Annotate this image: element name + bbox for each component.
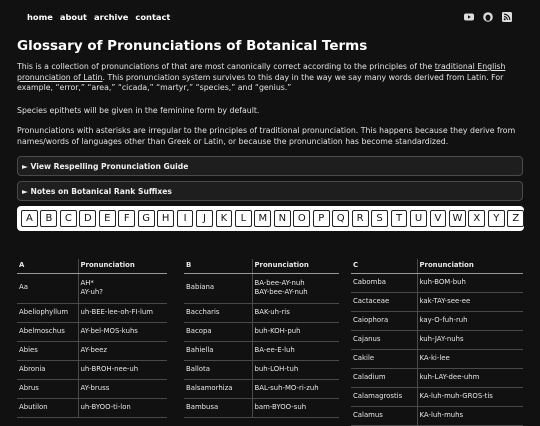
letter-d-button[interactable]: D [79,210,96,227]
term-cell: Ballota [184,360,252,379]
table-row [351,406,523,425]
letter-o-button[interactable]: O [293,210,310,227]
alphabet-index [17,206,524,231]
term-cell: Abronia [17,360,78,379]
respelling-guide-toggle[interactable]: ► View Respelling Pronunciation Guide [17,156,523,176]
term-cell: Aa [17,273,78,303]
glossary-table-c [351,259,523,426]
pronunciation-cell: AY-beez [78,341,167,360]
pronunciation-cell: KA-ki-lee [417,349,523,368]
page-title: Glossary of Pronunciations of Botanical Terms [17,38,368,54]
table-row [184,322,339,341]
pronunciation-cell: buh-KOH-puh [252,322,339,341]
term-cell: Balsamorhiza [184,379,252,398]
letter-a-button[interactable]: A [21,210,38,227]
pronunciation-cell: BA-bee-AY-nuh BAY-bee-AY-nuh [252,273,339,303]
table-row [184,341,339,360]
pronunciation-cell: BAK-uh-ris [252,303,339,322]
table-row [184,303,339,322]
letter-c-button[interactable]: C [60,210,77,227]
table-row [17,303,167,322]
table-row [17,398,167,417]
pronunciation-cell: buh-LOH-tuh [252,360,339,379]
glossary-table-a [17,259,167,418]
pronunciation-cell: KA-luh-muh-GROS-tis [417,387,523,406]
term-cell: Baccharis [184,303,252,322]
pronunciation-cell: kuh-BOM-buh [417,273,523,292]
feminine-form-note: Species epithets will be given in the feminine form by default. [17,106,260,115]
letter-w-button[interactable]: W [449,210,466,227]
rank-suffixes-toggle[interactable]: ► Notes on Botanical Rank Suffixes [17,181,523,201]
letter-l-button[interactable]: L [235,210,252,227]
table-row [17,322,167,341]
intro-paragraph [17,62,525,94]
nav-contact[interactable]: contact [135,12,171,22]
table-row [184,360,339,379]
table-header-row [351,259,523,273]
pronunciation-cell: kay-O-fuh-ruh [417,311,523,330]
pronunciation-cell: AY-bruss [78,379,167,398]
term-column-header: B [184,259,252,273]
term-cell: Caladium [351,368,417,387]
table-row [184,379,339,398]
pronunciation-cell: bam-BYOO-suh [252,398,339,417]
term-cell: Babiana [184,273,252,303]
pronunciation-cell: uh-BEE-lee-oh-FI-lum [78,303,167,322]
pronunciation-cell: AY-bel-MOS-kuhs [78,322,167,341]
nav-home[interactable]: home [27,12,53,22]
pronunciation-column-header: Pronunciation [78,259,167,273]
pronunciation-cell: kak-TAY-see-ee [417,292,523,311]
nav-archive[interactable]: archive [94,12,129,22]
github-icon[interactable] [483,12,493,22]
letter-s-button[interactable]: S [371,210,388,227]
term-cell: Bacopa [184,322,252,341]
table-row [351,330,523,349]
term-cell: Calamus [351,406,417,425]
intro-text-after: . This pronunciation system survives to this day in the way we say many words derived from Latin. For example, “error,” “area,” “cicada,” “martyr,” “species,” and “genius.” [17,72,504,93]
table-row [17,360,167,379]
table-row [17,341,167,360]
term-cell: Bahiella [184,341,252,360]
table-row [184,398,339,417]
term-cell: Cajanus [351,330,417,349]
letter-t-button[interactable]: T [391,210,408,227]
table-row [351,273,523,292]
table-row [17,379,167,398]
term-cell: Abrus [17,379,78,398]
term-cell: Calamagrostis [351,387,417,406]
pronunciation-cell: BA-ee-E-luh [252,341,339,360]
pronunciation-cell: AH* AY-uh? [78,273,167,303]
pronunciation-column-header: Pronunciation [417,259,523,273]
pronunciation-column-header: Pronunciation [252,259,339,273]
letter-f-button[interactable]: F [118,210,135,227]
term-cell: Bambusa [184,398,252,417]
nav-about[interactable]: about [59,12,88,22]
table-row [351,292,523,311]
table-row [351,387,523,406]
intro-text-before: This is a collection of pronunciations of that are most canonically correct according to the principles of the [17,62,435,71]
letter-p-button[interactable]: P [313,210,330,227]
term-cell: Cabomba [351,273,417,292]
term-cell: Cakile [351,349,417,368]
table-row [351,368,523,387]
term-cell: Abeliophyllum [17,303,78,322]
term-cell: Abies [17,341,78,360]
pronunciation-cell: KA-luh-muhs [417,406,523,425]
letter-g-button[interactable]: G [138,210,155,227]
table-row [351,349,523,368]
pronunciation-cell: uh-BYOO-ti-lon [78,398,167,417]
letter-i-button[interactable]: I [177,210,194,227]
term-cell: Abutilon [17,398,78,417]
table-header-row [184,259,339,273]
term-column-header: C [351,259,417,273]
main-nav [27,12,170,23]
table-row [351,311,523,330]
letter-k-button[interactable]: K [216,210,233,227]
pronunciation-cell: BAL-suh-MO-ri-zuh [252,379,339,398]
letter-h-button[interactable]: H [157,210,174,227]
letter-e-button[interactable]: E [99,210,116,227]
letter-y-button[interactable]: Y [488,210,505,227]
letter-v-button[interactable]: V [430,210,447,227]
letter-n-button[interactable]: N [274,210,291,227]
pronunciation-cell: uh-BROH-nee-uh [78,360,167,379]
top-bar [0,0,540,36]
youtube-icon[interactable] [464,12,474,22]
letter-b-button[interactable]: B [40,210,57,227]
table-row [17,273,167,303]
table-row [184,273,339,303]
term-column-header: A [17,259,78,273]
letter-z-button[interactable]: Z [507,210,524,227]
rss-icon[interactable] [502,12,512,22]
pronunciation-cell: kuh-LAY-dee-uhm [417,368,523,387]
term-cell: Abelmoschus [17,322,78,341]
letter-j-button[interactable]: J [196,210,213,227]
letter-x-button[interactable]: X [468,210,485,227]
letter-r-button[interactable]: R [352,210,369,227]
term-cell: Caiophora [351,311,417,330]
term-cell: Cactaceae [351,292,417,311]
pronunciation-cell: kuh-JAY-nuhs [417,330,523,349]
asterisk-note: Pronunciations with asterisks are irregular to the principles of traditional pronunciation. This happens because they derive from names/words of languages other than Greek or Latin, or because the pronunciation has become standardized. [17,126,516,146]
letter-m-button[interactable]: M [254,210,271,227]
glossary-table-b [184,259,339,418]
social-icons [464,12,512,22]
letter-q-button[interactable]: Q [332,210,349,227]
letter-u-button[interactable]: U [410,210,427,227]
table-header-row [17,259,167,273]
traditional-pronunciation-link[interactable]: traditional English pronunciation of Latin [17,62,506,82]
